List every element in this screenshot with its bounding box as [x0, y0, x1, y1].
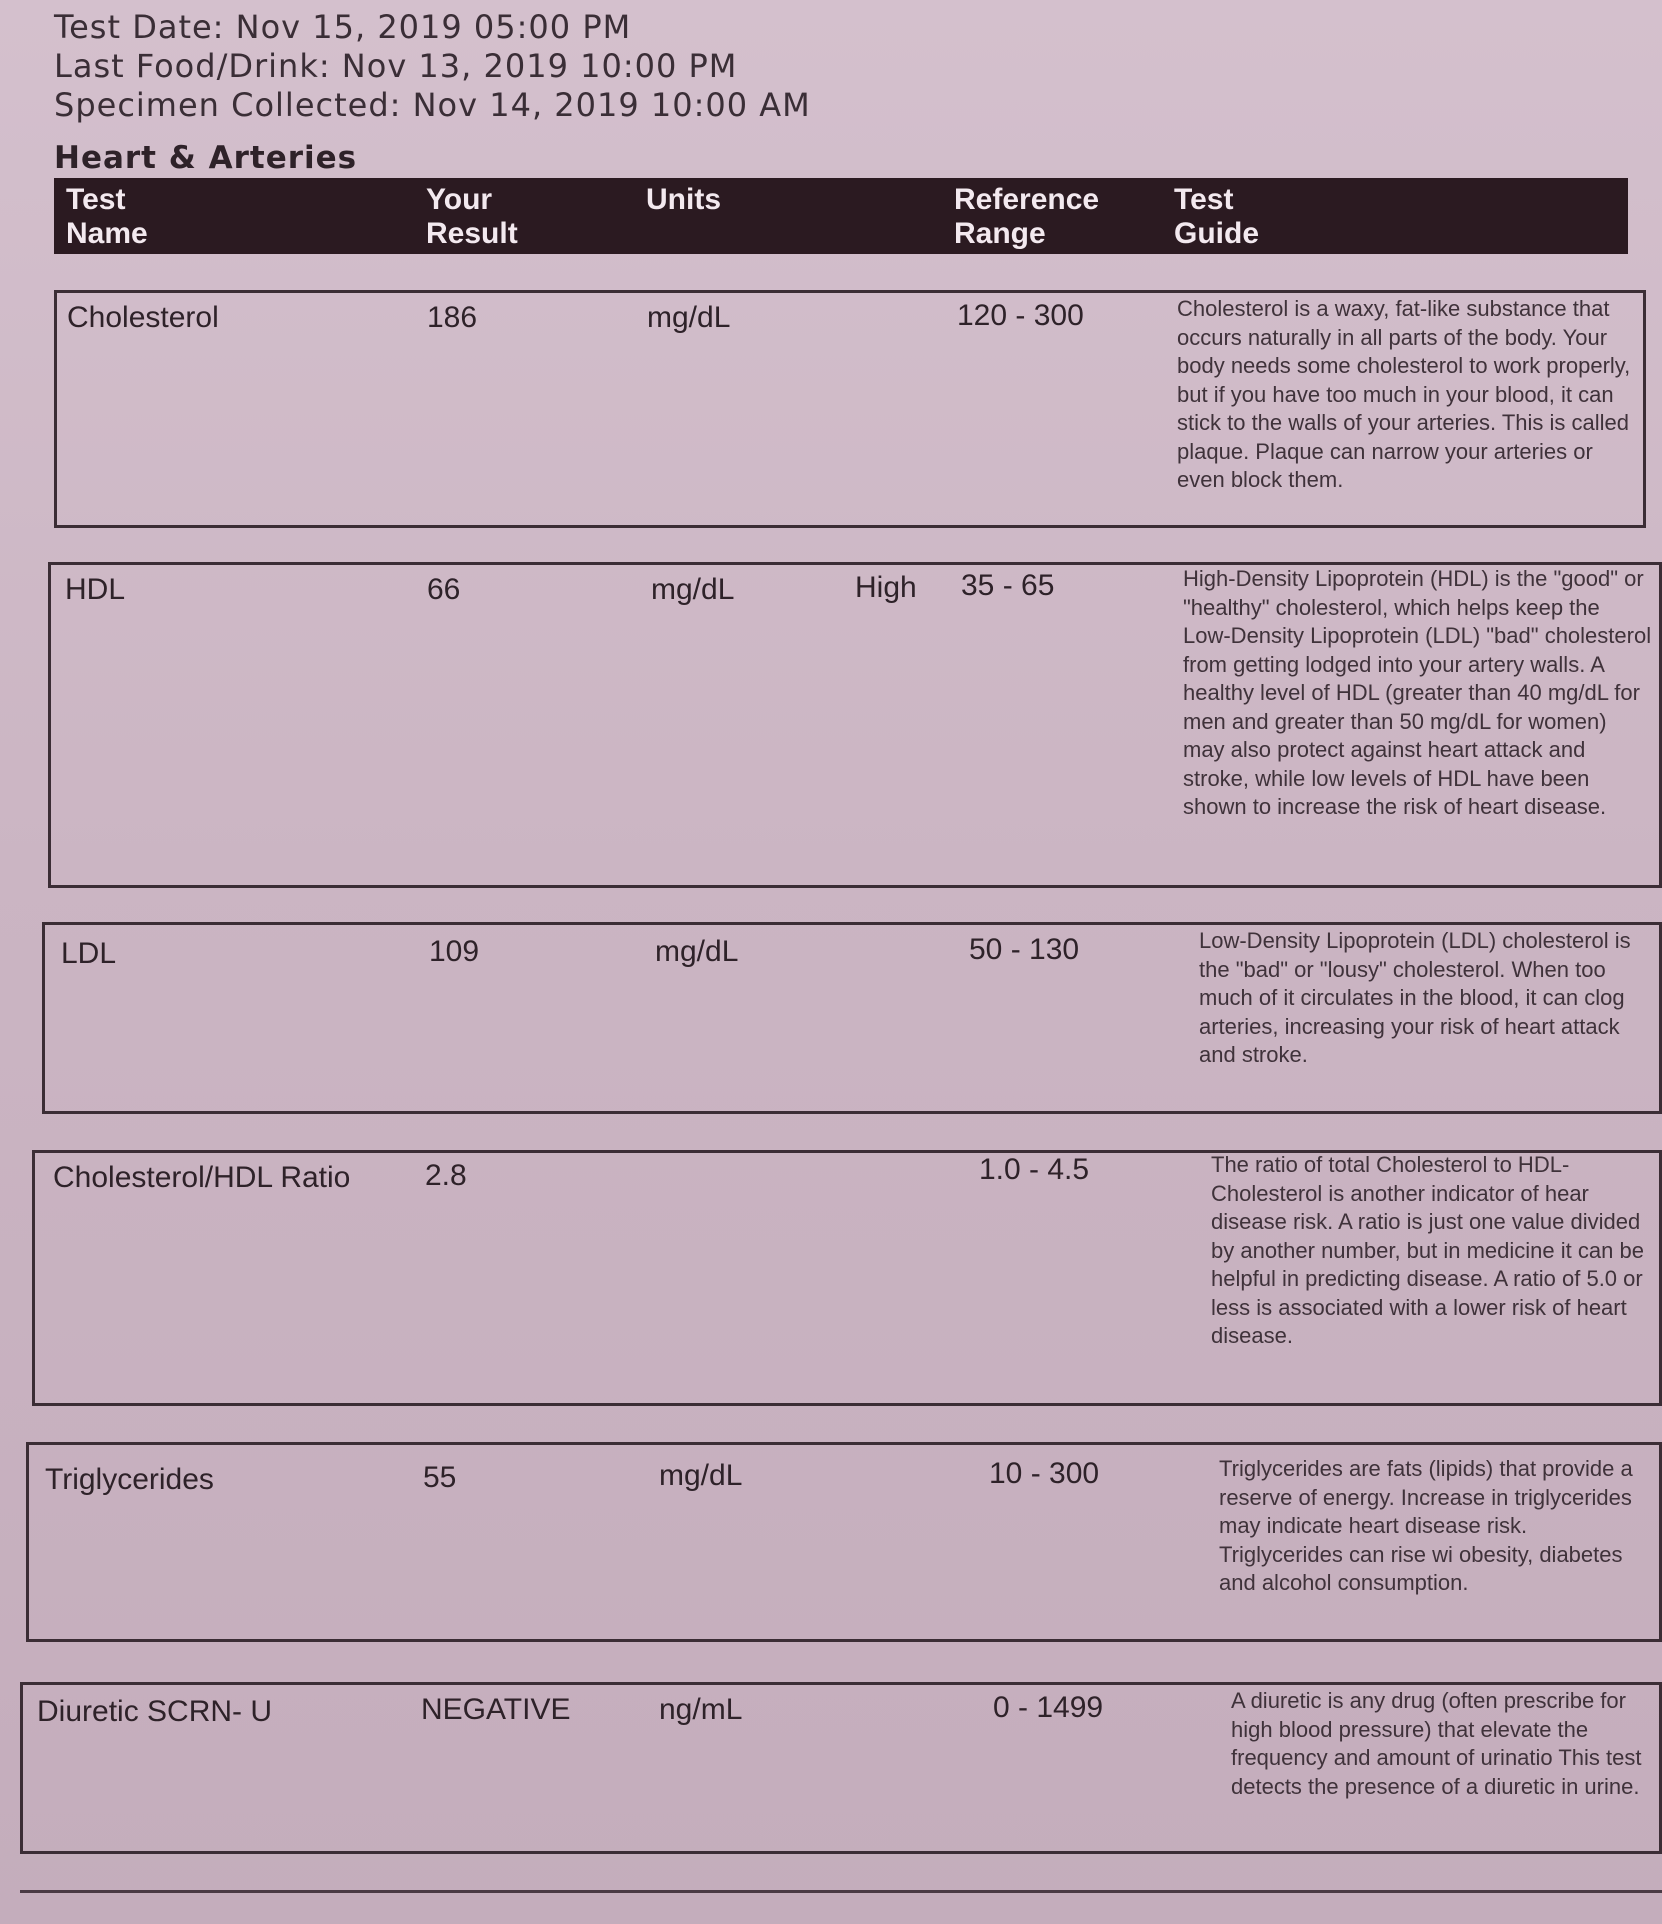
- test-guide: A diuretic is any drug (often prescribe for high blood pressure) that elevate the frequency and amount of urinatio This test detects the presence of a diuretic in urine.: [1231, 1688, 1642, 1799]
- test-name: Triglycerides: [45, 1463, 214, 1496]
- reference-range: 35 - 65: [961, 569, 1055, 602]
- test-guide: Low-Density Lipoprotein (LDL) cholesterol is the "bad" or "lousy" cholesterol. When too much of it circulates in the blood, it can clog arteries, increasing your risk of heart attack and stroke.: [1199, 928, 1631, 1067]
- table-row: [26, 1442, 1662, 1642]
- header-reference-range: Reference Range: [954, 183, 1100, 250]
- header-units: Units: [646, 183, 721, 216]
- test-units: mg/dL: [659, 1459, 743, 1492]
- table-row: [42, 922, 1662, 1114]
- table-row: [54, 290, 1646, 528]
- test-result: 66: [427, 573, 461, 606]
- test-units: ng/mL: [659, 1693, 743, 1726]
- table-header: [54, 178, 1628, 254]
- test-units: mg/dL: [651, 573, 735, 606]
- test-name: LDL: [61, 937, 117, 970]
- test-flag: High: [855, 571, 917, 604]
- test-date: Test Date: Nov 15, 2019 05:00 PM: [54, 8, 632, 46]
- table-row: [20, 1682, 1662, 1854]
- test-result: 109: [429, 935, 480, 968]
- specimen-info: [54, 8, 811, 125]
- test-result: 55: [423, 1461, 457, 1494]
- test-result: 186: [427, 301, 478, 334]
- test-guide: High-Density Lipoprotein (HDL) is the "good" or "healthy" cholesterol, which helps keep the Low-Density Lipoprotein (LDL) "bad" cholesterol from getting lodged into your artery walls. A healthy level of HDL (greater than 40 mg/dL for men and greater than 50 mg/dL for women) may also protect against heart attack and stroke, while low levels of HDL have been shown to increase the risk of heart disease.: [1183, 566, 1652, 819]
- test-name: Cholesterol: [67, 301, 219, 334]
- test-result: NEGATIVE: [421, 1693, 571, 1726]
- test-result: 2.8: [425, 1159, 467, 1192]
- reference-range: 10 - 300: [989, 1457, 1100, 1490]
- test-units: mg/dL: [655, 935, 739, 968]
- reference-range: 1.0 - 4.5: [979, 1153, 1090, 1186]
- test-name: Diuretic SCRN- U: [37, 1695, 273, 1728]
- section-title: Heart & Arteries: [54, 140, 358, 176]
- reference-range: 120 - 300: [957, 299, 1084, 332]
- reference-range: 50 - 130: [969, 933, 1080, 966]
- test-name: HDL: [65, 573, 126, 606]
- test-guide: The ratio of total Cholesterol to HDL-Cholesterol is another indicator of hear disease risk. A ratio is just one value divided by another number, but in medicine it can be helpful in predicting disease. A ratio of 5.0 or less is associated with a lower risk of heart disease.: [1211, 1152, 1644, 1348]
- test-name: Cholesterol/HDL Ratio: [53, 1161, 351, 1194]
- reference-range: 0 - 1499: [993, 1691, 1104, 1724]
- header-test-name: Test Name: [66, 183, 148, 250]
- table-row: [32, 1150, 1662, 1406]
- header-test-guide: Test Guide: [1174, 183, 1260, 250]
- table-row: [48, 562, 1662, 888]
- test-guide: Cholesterol is a waxy, fat-like substance that occurs naturally in all parts of the body. Your body needs some cholesterol to work properly, but if you have too much in your blood, it can stick to the walls of your arteries. This is called plaque. Plaque can narrow your arteries or even block them.: [1177, 296, 1631, 492]
- last-food-drink: Last Food/Drink: Nov 13, 2019 10:00 PM: [54, 47, 738, 85]
- specimen-collected: Specimen Collected: Nov 14, 2019 10:00 AM: [54, 86, 811, 124]
- header-your-result: Your Result: [426, 183, 518, 250]
- test-guide: Triglycerides are fats (lipids) that provide a reserve of energy. Increase in triglycerides may indicate heart disease risk. Triglycerides can rise wi obesity, diabetes and alcohol consumption.: [1219, 1456, 1633, 1595]
- test-units: mg/dL: [647, 301, 731, 334]
- divider: [20, 1890, 1662, 1893]
